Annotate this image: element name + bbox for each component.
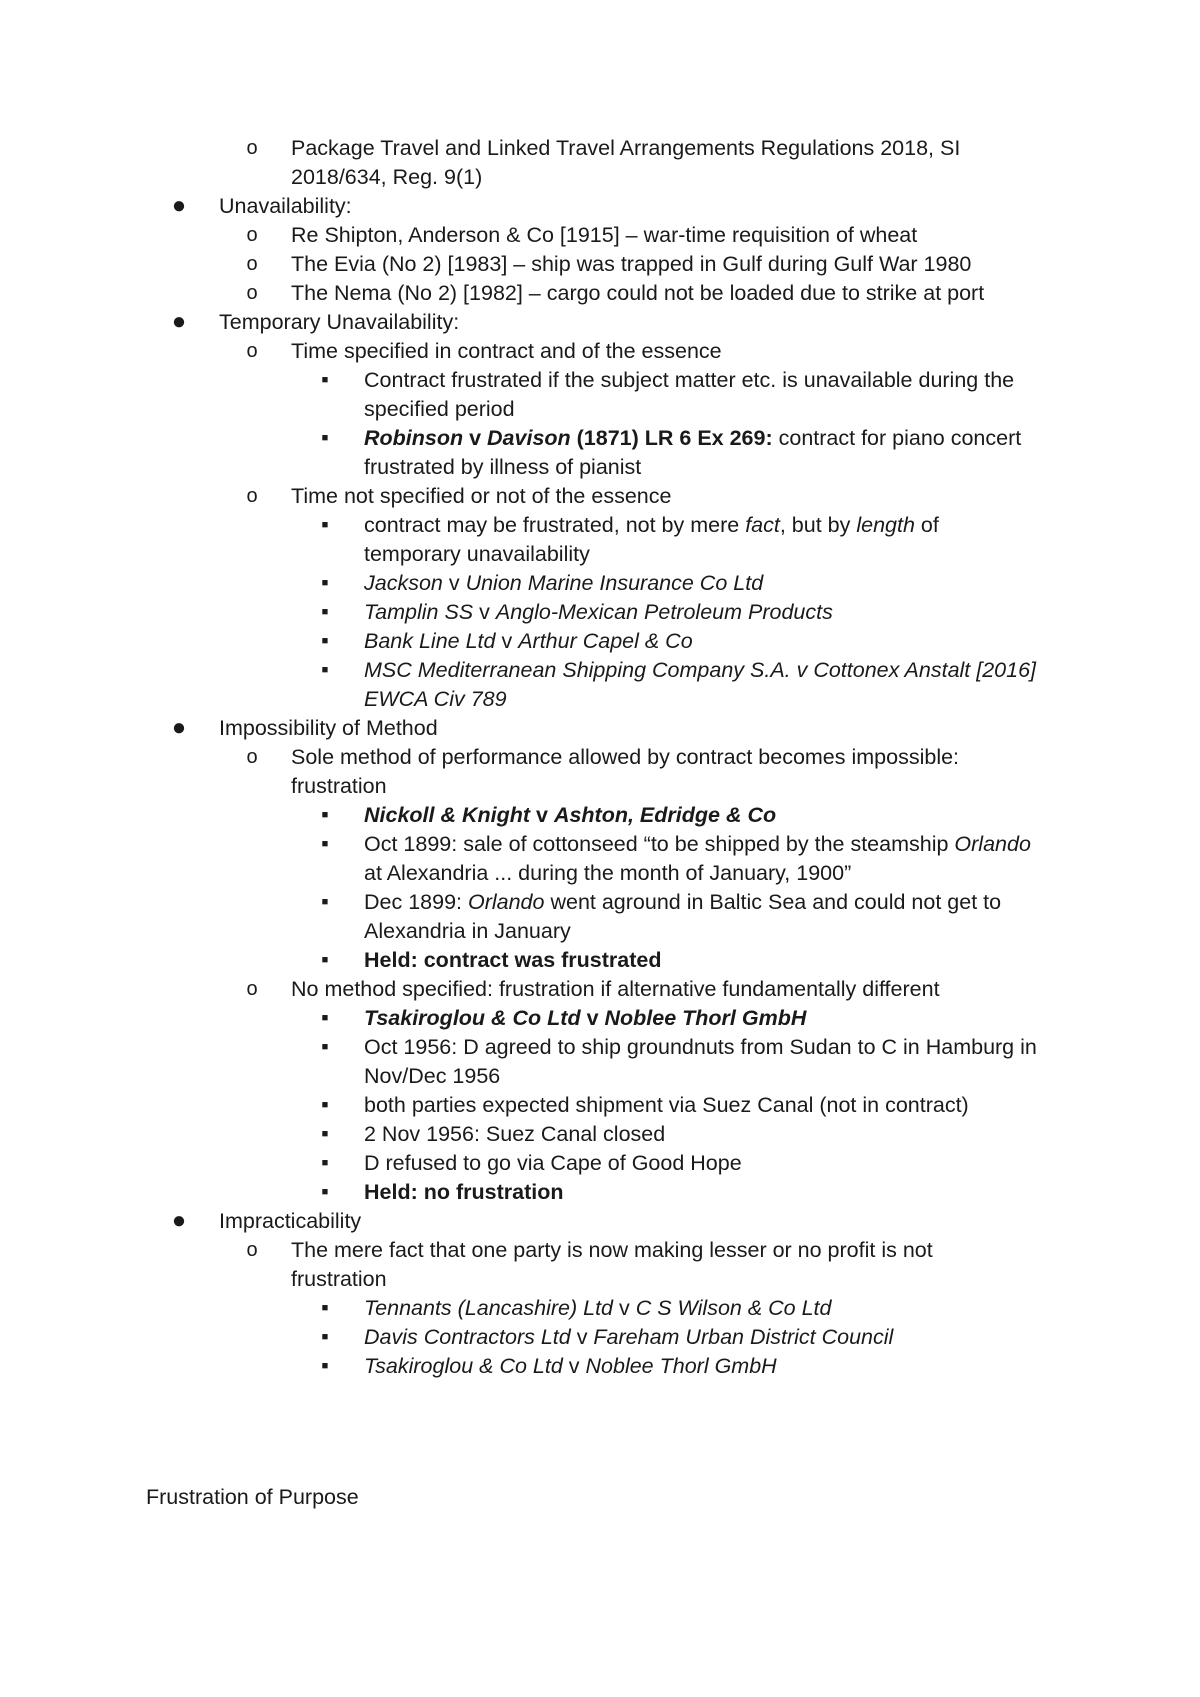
list-item-level-3: temporary unavailability: [364, 542, 590, 566]
bullet-marker: ■: [321, 1099, 329, 1111]
bullet-marker: ■: [321, 809, 329, 821]
bullet-marker: o: [246, 746, 258, 768]
list-item-level-3: Contract frustrated if the subject matter etc. is unavailable during the: [364, 368, 1015, 392]
list-item-level-3: Oct 1899: sale of cottonseed “to be shipped by the steamship Orlando: [364, 832, 1031, 856]
list-item-level-3: Tennants (Lancashire) Ltd v C S Wilson & Co Ltd: [364, 1296, 832, 1320]
list-item-level-3: frustrated by illness of pianist: [364, 455, 642, 479]
bullet-marker: ■: [321, 1302, 329, 1314]
bullet-marker: ■: [321, 1128, 329, 1140]
bullet-marker: ■: [321, 606, 329, 618]
list-item-level-3: Tamplin SS v Anglo-Mexican Petroleum Products: [364, 600, 833, 624]
bullet-marker: o: [246, 224, 258, 246]
bullet-marker: ●: [171, 1207, 187, 1234]
bullet-marker: ■: [321, 1331, 329, 1343]
list-item-level-3: Oct 1956: D agreed to ship groundnuts from Sudan to C in Hamburg in: [364, 1035, 1037, 1059]
bullet-marker: ■: [321, 664, 329, 676]
list-item-level-3: EWCA Civ 789: [364, 687, 507, 711]
list-item-level-3: Dec 1899: Orlando went aground in Baltic Sea and could not get to: [364, 890, 1002, 914]
bullet-marker: ■: [321, 954, 329, 966]
bullet-marker: ■: [321, 635, 329, 647]
list-item-level-3: at Alexandria ... during the month of January, 1900”: [364, 861, 852, 885]
list-item-level-1: Impossibility of Method: [219, 716, 438, 740]
list-item-level-2: Package Travel and Linked Travel Arrangements Regulations 2018, SI: [291, 136, 961, 160]
bullet-marker: ■: [321, 838, 329, 850]
list-item-level-2: The mere fact that one party is now making lesser or no profit is not: [291, 1238, 933, 1262]
bullet-marker: ■: [321, 577, 329, 589]
bullet-marker: o: [246, 340, 258, 362]
list-item-level-3: D refused to go via Cape of Good Hope: [364, 1151, 742, 1175]
bullet-marker: ■: [321, 374, 329, 386]
bullet-marker: ■: [321, 1186, 329, 1198]
list-item-level-3: specified period: [364, 397, 515, 421]
list-item-level-3: Davis Contractors Ltd v Fareham Urban District Council: [364, 1325, 894, 1349]
bullet-marker: ■: [321, 1012, 329, 1024]
list-item-level-2: Time not specified or not of the essence: [291, 484, 672, 508]
list-item-level-3: Nov/Dec 1956: [364, 1064, 501, 1088]
section-heading: Frustration of Purpose: [146, 1485, 359, 1509]
bullet-marker: ■: [321, 1041, 329, 1053]
bullet-marker: o: [246, 485, 258, 507]
list-item-level-1: Temporary Unavailability:: [219, 310, 460, 334]
list-item-level-1: Impracticability: [219, 1209, 362, 1233]
list-item-level-3: Robinson v Davison (1871) LR 6 Ex 269: contract for piano concert: [364, 426, 1022, 450]
bullet-marker: o: [246, 1239, 258, 1261]
bullet-marker: ●: [171, 192, 187, 219]
list-item-level-1: Unavailability:: [219, 194, 352, 218]
list-item-level-3: contract may be frustrated, not by mere fact, but by length of: [364, 513, 939, 537]
list-item-level-2: The Evia (No 2) [1983] – ship was trapped in Gulf during Gulf War 1980: [291, 252, 972, 276]
list-item-level-2: No method specified: frustration if alternative fundamentally different: [291, 977, 940, 1001]
list-item-level-3: Alexandria in January: [364, 919, 571, 943]
bullet-marker: o: [246, 282, 258, 304]
list-item-level-3: Held: no frustration: [364, 1180, 564, 1204]
bullet-marker: ■: [321, 896, 329, 908]
bullet-marker: o: [246, 978, 258, 1000]
bullet-marker: ●: [171, 714, 187, 741]
list-item-level-3: Tsakiroglou & Co Ltd v Noblee Thorl GmbH: [364, 1354, 777, 1378]
bullet-marker: ■: [321, 1360, 329, 1372]
list-item-level-3: Jackson v Union Marine Insurance Co Ltd: [364, 571, 764, 595]
list-item-level-2: 2018/634, Reg. 9(1): [291, 165, 483, 189]
list-item-level-3: Tsakiroglou & Co Ltd v Noblee Thorl GmbH: [364, 1006, 807, 1030]
list-item-level-3: Bank Line Ltd v Arthur Capel & Co: [364, 629, 693, 653]
bullet-marker: ■: [321, 1157, 329, 1169]
list-item-level-3: Held: contract was frustrated: [364, 948, 662, 972]
list-item-level-3: 2 Nov 1956: Suez Canal closed: [364, 1122, 666, 1146]
bullet-marker: o: [246, 137, 258, 159]
bullet-marker: ■: [321, 519, 329, 531]
bullet-marker: o: [246, 253, 258, 275]
list-item-level-3: MSC Mediterranean Shipping Company S.A. v Cottonex Anstalt [2016]: [364, 658, 1037, 682]
list-item-level-2: frustration: [291, 774, 387, 798]
list-item-level-2: Time specified in contract and of the essence: [291, 339, 722, 363]
list-item-level-2: The Nema (No 2) [1982] – cargo could not be loaded due to strike at port: [291, 281, 985, 305]
list-item-level-2: Re Shipton, Anderson & Co [1915] – war-time requisition of wheat: [291, 223, 918, 247]
list-item-level-3: both parties expected shipment via Suez Canal (not in contract): [364, 1093, 969, 1117]
bullet-marker: ■: [321, 432, 329, 444]
list-item-level-3: Nickoll & Knight v Ashton, Edridge & Co: [364, 803, 777, 827]
bullet-marker: ●: [171, 308, 187, 335]
list-item-level-2: Sole method of performance allowed by contract becomes impossible:: [291, 745, 960, 769]
list-item-level-2: frustration: [291, 1267, 387, 1291]
